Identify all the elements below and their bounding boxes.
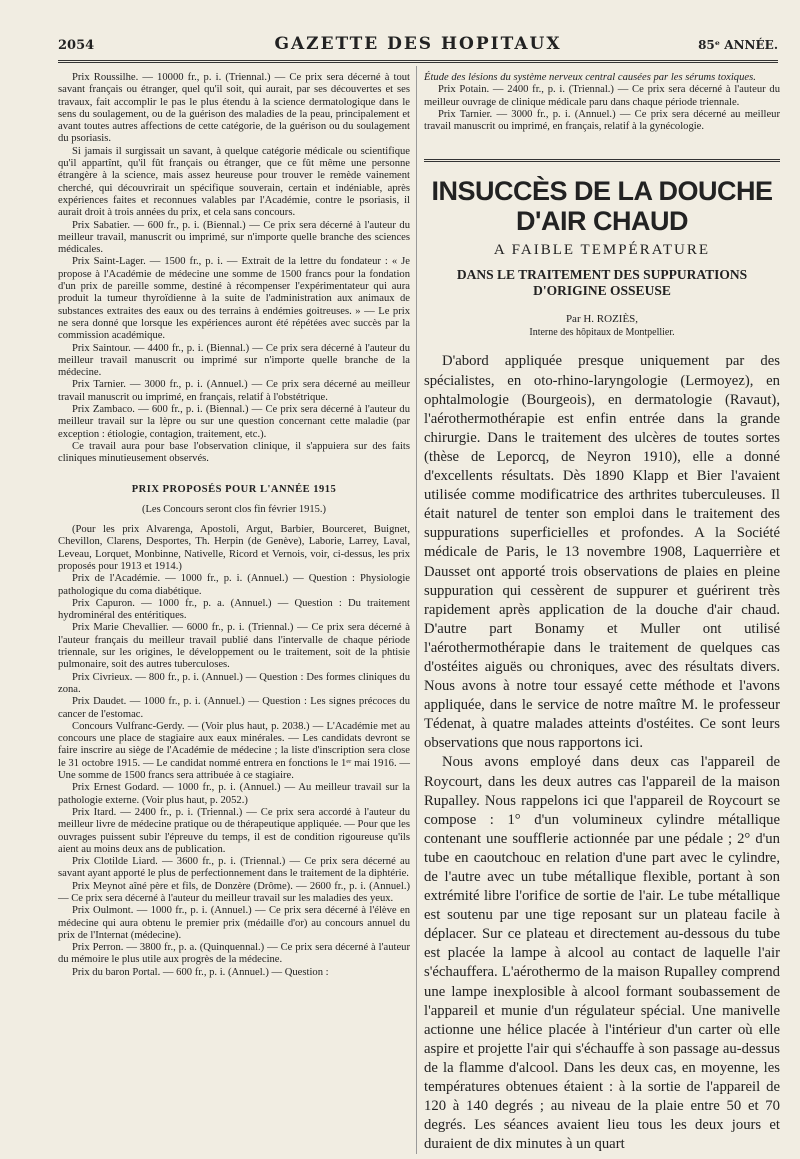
prize-list-note: (Pour les prix Alvarenga, Apostoli, Argut, Barbier, Bourceret, Buignet, Chevillon, Clarens, Desportes, Th. Herpin (de Genève), Laborie, Larrey, Laval, Leveau, Lorquet, Monbinne, Nativelle, Ricord et Vernois, voir, ci-dessus, les prix proposés pour 1913 et 1914.) [58, 524, 410, 572]
prize-sabatier: Prix Sabatier. — 600 fr., p. i. (Biennal.) — Ce prix sera décerné à l'auteur du meilleur travail, manuscrit ou imprimé, sur n'importe quelle branche des sciences médicales. [58, 219, 410, 256]
right-column [424, 72, 780, 1154]
prize-capuron: Prix Capuron. — 1000 fr., p. a. (Annuel.) — Question : Du traitement hydrominéral des entéritiques. [58, 597, 410, 622]
prize-godard: Prix Ernest Godard. — 1000 fr., p. i. (Annuel.) — Au meilleur travail sur la pathologie externe. (Voir plus haut, p. 2052.) [58, 782, 410, 806]
header-rule [58, 60, 778, 63]
article-affiliation: Interne des hôpitaux de Montpellier. [529, 327, 675, 339]
prize-itard: Prix Itard. — 2400 fr., p. i. (Triennal.) — Ce prix sera accordé à l'auteur du meilleur livre de médecine pratique ou de thérapeutique appliquée. — Pour que les ouvrages puissent subir l'épreuve du temps, il est de condition rigoureuse qu'ils aient au moins deux ans de publication. [58, 806, 410, 855]
article-subtitle-1: A FAIBLE TEMPÉRATURE [493, 242, 711, 259]
body-paragraph-2: Nous avons employé dans deux cas l'appareil de Roycourt, dans les deux autres cas l'appareil de la maison Rupalley. Nous rappelons ici que l'appareil de Roycourt se compose : 1° d'un volumineux cylindre métallique contenant une soufflerie actionnée par une pédale ; 2° d'un tube en caoutchouc en relation d'une part avec le cylindre, de l'autre avec un tube métallique flexible, portant à son extrémité libre l'orifice de sortie de l'air. Le tube métallique est soutenu par une tige reposant sur un plateau facile à déplacer. Sur ce plateau et directement au-dessous du tube est placée la lampe à alcool au contact de laquelle l'air s'échauffera. L'aérothermo de la maison Rupalley comprend une lampe inexplosible à alcool formant soubassement de l'appareil et munie d'un régulateur spécial. Une manivelle actionne une hélice placée à l'intérieur d'un carter où elle aspire et projette l'air qui s'échauffe à son passage au-dessus de la flamme d'alcool. Dans les deux cas, en moyenne, les températures obtenues étaient : à la sortie de l'appareil de 120 à 140 degrés ; au niveau de la plaie entre 50 et 70 degrés. Les séances avaient lieu tous les deux jours et duraient de dix minutes à un quart [424, 754, 780, 1153]
article-subtitle-2: DANS LE TRAITEMENT DES SUPPURATIONS D'ORIGINE OSSEUSE [456, 267, 748, 299]
prize-oulmont: Prix Oulmont. — 1000 fr., p. i. (Annuel.) — Ce prix sera décerné à l'élève en médecine qui aura obtenu le premier prix (médaille d'or) au concours annuel du prix de l'Internat (médecine). [58, 905, 410, 941]
prize-liard: Prix Clotilde Liard. — 3600 fr., p. i. (Triennal.) — Ce prix sera décerné au savant ayant apporté le plus de perfectionnement dans le traitement de la diphtérie. [58, 856, 410, 880]
section-subtitle: (Les Concours seront clos fin février 1915.) [142, 503, 326, 515]
prize-portal-question: Étude des lésions du système nerveux central causées par les sérums toxiques. [424, 72, 756, 83]
section-title: PRIX PROPOSÉS POUR L'ANNÉE 1915 [131, 483, 337, 495]
page-header [58, 32, 778, 60]
prize-tarnier: Prix Tarnier. — 3000 fr., p. i. (Annuel.) — Ce prix sera décerné au meilleur travail manuscrit ou imprimé, en français, relatif à l'obstétrique. [58, 379, 410, 403]
prize-academie: Prix de l'Académie. — 1000 fr., p. i. (Annuel.) — Question : Physiologie pathologique du coma diabétique. [58, 573, 410, 597]
prize-meynot: Prix Meynot aîné père et fils, de Donzère (Drôme). — 2600 fr., p. i. (Annuel.) — Ce prix sera décerné à l'auteur du meilleur travail sur les maladies des yeux. [58, 880, 410, 904]
page-number: 2054 [58, 38, 95, 53]
prize-saint-lager: Prix Saint-Lager. — 1500 fr., p. i. — Extrait de la lettre du fondateur : « Je propose à l'Académie de médecine une somme de 1500 francs pour la fondation d'un prix de pareille somme, destiné à récompenser l'expérimentateur qui aura produit la tumeur thyroïdienne à la suite de l'administration aux animaux de substances extraites des eaux ou des terrains à endémies goitreuses. » — Le prix ne sera donné que lorsque les expériences auront été répétées avec succès par la commission académique. [58, 256, 410, 342]
prize-tarnier-gyn: Prix Tarnier. — 3000 fr., p. i. (Annuel.) — Ce prix sera décerné au meilleur travail manuscrit ou imprimé, en français, relatif à la gynécologie. [424, 108, 780, 133]
prize-perron: Prix Perron. — 3800 fr., p. a. (Quinquennal.) — Ce prix sera décerné à l'auteur du mémoire le plus utile aux progrès de la médecine. [58, 942, 410, 966]
prize-potain: Prix Potain. — 2400 fr., p. i. (Triennal.) — Ce prix sera décerné à l'auteur du meilleur ouvrage de clinique médicale paru dans chaque période triennale. [424, 84, 780, 108]
prize-roussilhe: Prix Roussilhe. — 10000 fr., p. i. (Triennal.) — Ce prix sera décerné à tout savant français ou étranger, quel qu'il soit, qui aurait, par ses découvertes et ses travaux, fait accomplir le pas le plus étendu à la science dermatologique dans le sens du soulagement, ou de la guérison des maladies de la peau, principalement et avant toutes autres affections de cette catégorie, de la guérison ou du soulagement du psoriasis. [58, 72, 410, 145]
prize-zambaco-cont: Ce travail aura pour base l'observation clinique, il s'appuiera sur des faits cliniques minutieusement observés. [58, 440, 410, 465]
prize-roussilhe-cont: Si jamais il surgissait un savant, à quelque catégorie médicale ou scientifique qu'il appartînt, qu'il fût français ou étranger, que ce fût même une personne étrangère à la science, mais assez heureuse pour trouver le remède vainement cherché, qui découvrirait un spécifique souverain, certain et indéniable, après expériences faites et reconnues valables par l'Académie, contre le psoriasis, il aurait droit à trois années du prix, et cela sans concours. [58, 145, 410, 219]
column-divider [416, 66, 417, 1154]
left-column [58, 72, 410, 979]
prize-civrieux: Prix Civrieux. — 800 fr., p. i. (Annuel.) — Question : Des formes cliniques du zona. [58, 671, 410, 695]
prize-daudet: Prix Daudet. — 1000 fr., p. i. (Annuel.) — Question : Les signes précoces du cancer de l'estomac. [58, 696, 410, 720]
prize-portal: Prix du baron Portal. — 600 fr., p. i. (Annuel.) — Question : [72, 966, 329, 978]
article-body [424, 352, 780, 1154]
article-rule [424, 159, 780, 162]
concours-vulfranc-gerdy: Concours Vulfranc-Gerdy. — (Voir plus haut, p. 2038.) — L'Académie met au concours une place de stagiaire aux eaux minérales. — Les candidats devront se faire inscrire au siège de l'Académie de médecine ; la liste d'inscription sera close le 31 octobre 1915. — Le candidat nommé entrera en fonctions le 1ᵉʳ mai 1916. — Une somme de 1500 francs sera attribuée à ce stagiaire. [58, 720, 410, 782]
article-title: INSUCCÈS DE LA DOUCHE D'AIR CHAUD [431, 176, 773, 237]
body-paragraph-1: D'abord appliquée presque uniquement par des spécialistes, en oto-rhino-laryngologie (Lermoyez), en ophtalmologie (Bourgeois), en dermatologie (Ravaut), l'aérothermothérapie est enfin entrée dans la grande chirurgie. Dans le traitement des ulcères de toutes sortes (thèse de Leporcq, de Neyron 1910), elle a donné d'excellents résultats. Dès 1890 Klapp et Bier l'avaient utilisée comme modificatrice des arthrites tuberculeuses. Il était naturel de tenter son emploi dans le traitement des suppurations superficielles et profondes. A la Société médicale de Paris, le 13 novembre 1908, Laquerrière et Dausset ont apporté trois observations de plaies en pleine suppuration qui cessèrent de suppurer et guérirent très rapidement après application de la douche d'air chaud. D'autre part Bonamy et Muller ont utilisé l'aérothermothérapie dans le traitement de quelques cas d'ostéites aiguës ou chroniques, avec des résultats divers. Nous avons à notre tour essayé cette méthode et l'avons appliquée, dans le service de notre maître M. le professeur Tédenat, à quatre malades atteints d'ostéites. Ce sont leurs observations que nous rapportons ici. [424, 353, 780, 752]
journal-year: 85ᵉ ANNÉE. [698, 38, 778, 52]
journal-title: GAZETTE DES HOPITAUX [274, 34, 562, 54]
article-author: Par H. ROZIÈS, [565, 313, 639, 326]
prize-chevallier: Prix Marie Chevallier. — 6000 fr., p. i. (Triennal.) — Ce prix sera décerné à l'auteur français du meilleur travail publié dans l'intervalle de chaque période triennale, sur les origines, le développement ou le traitement, soit de la phtisie pulmonaire, soit des autres tuberculoses. [58, 622, 410, 671]
prize-zambaco: Prix Zambaco. — 600 fr., p. i. (Biennal.) — Ce prix sera décerné à l'auteur du meilleur travail sur la lèpre ou sur une question concernant cette maladie (par exception : étiologie, contagion, traitement, etc.). [58, 404, 410, 440]
prize-saintour: Prix Saintour. — 4400 fr., p. i. (Biennal.) — Ce prix sera décerné à l'auteur du meilleur travail manuscrit ou imprimé sur n'importe quelle branche de la médecine. [58, 342, 410, 379]
